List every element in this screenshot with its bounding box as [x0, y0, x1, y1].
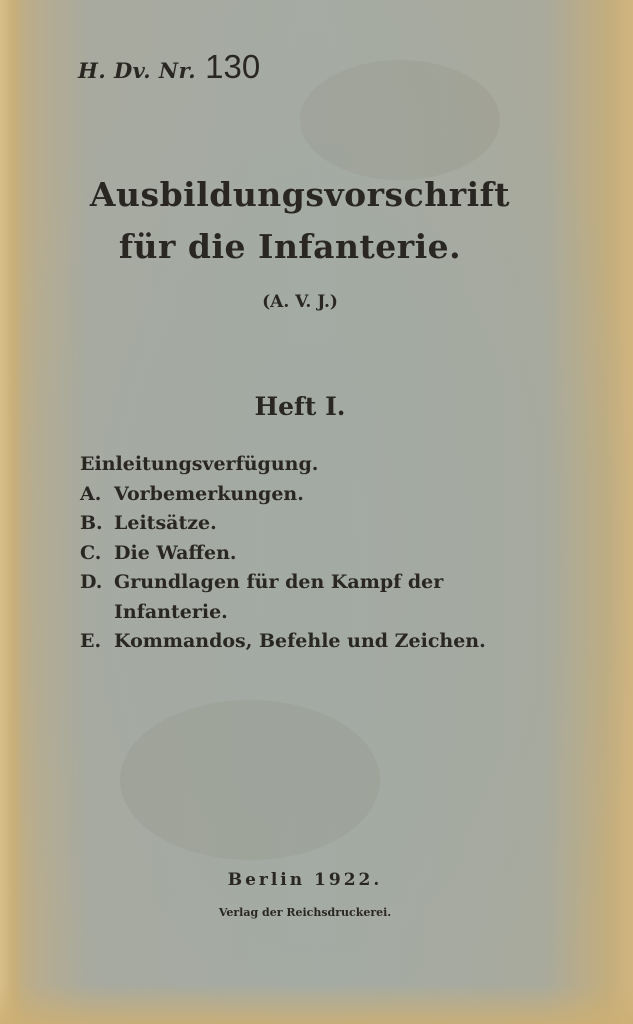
regulation-prefix: H. Dv. Nr. — [78, 58, 197, 83]
regulation-number: 130 — [205, 48, 261, 85]
toc-item-text: Leitsätze. — [114, 512, 217, 534]
toc-item-letter: B. — [80, 512, 103, 534]
worn-bottom-edge — [0, 984, 633, 1024]
volume-label: Heft I. — [254, 392, 346, 421]
toc-item — [80, 627, 520, 657]
title-line-2: für die Infanterie. — [118, 227, 462, 266]
toc-item-letter: C. — [80, 541, 102, 564]
title-line-1: Ausbildungsvorschrift — [89, 175, 511, 214]
toc-item-text: Kommandos, Befehle und Zeichen. — [114, 630, 486, 652]
paper-stain — [120, 700, 380, 860]
toc-intro: Einleitungsverfügung. — [80, 453, 319, 475]
table-of-contents — [80, 450, 520, 657]
toc-item-letter: A. — [80, 482, 102, 505]
toc-item — [80, 539, 520, 569]
toc-item-text: Vorbemerkungen. — [114, 482, 304, 505]
regulation-number-line — [78, 48, 260, 86]
imprint-city-year: Berlin 1922. — [227, 870, 383, 890]
toc-item-letter: D. — [80, 571, 103, 593]
toc-item-text: Die Waffen. — [114, 541, 237, 564]
imprint-publisher: Verlag der Reichsdruckerei. — [218, 906, 392, 919]
toc-item-letter: E. — [80, 630, 102, 652]
paper-stain — [300, 60, 500, 180]
toc-item — [80, 509, 520, 539]
toc-item — [80, 480, 520, 510]
toc-item-text: Grundlagen für den Kampf der Infanterie. — [114, 571, 444, 623]
toc-item — [80, 568, 520, 627]
title-abbreviation: (A. V. J.) — [262, 292, 338, 312]
